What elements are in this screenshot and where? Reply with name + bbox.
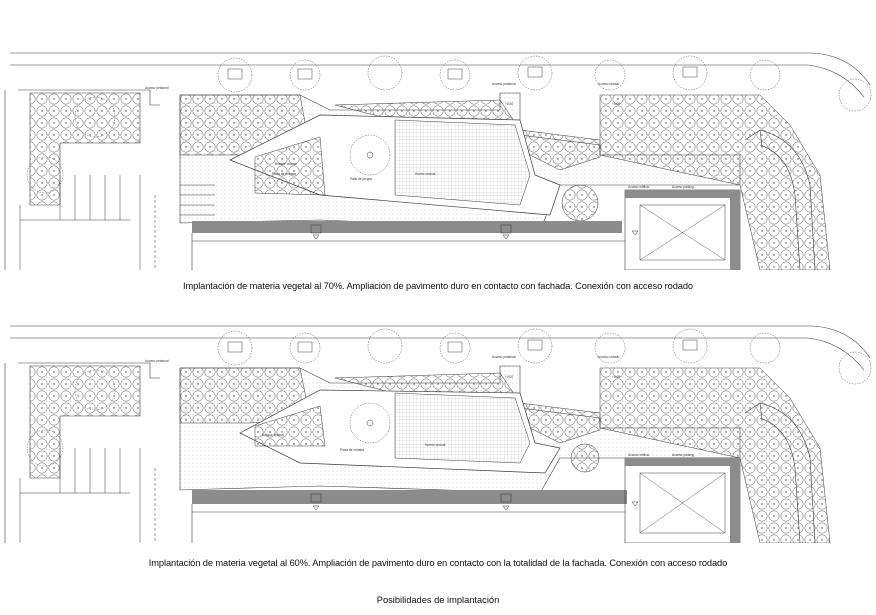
label-level-a: +0.00 bbox=[505, 375, 514, 379]
tree-mass-left bbox=[27, 93, 140, 205]
figure-title: Posibilidades de implantación bbox=[376, 595, 500, 605]
label-entry-b: Acceso parking bbox=[672, 185, 694, 189]
label-zone-b: Huerto vecinal bbox=[415, 172, 436, 176]
label-access-a: Acceso peatonal bbox=[145, 86, 169, 90]
label-zone-a: Bosque vecinal bbox=[262, 433, 284, 437]
plan-drawing-60 bbox=[0, 318, 876, 543]
label-level-b: +0.00 bbox=[612, 102, 621, 106]
tree-pits bbox=[228, 67, 697, 79]
label-entry-a: Acceso edificio bbox=[628, 453, 650, 457]
label-access-c: Acceso rodado bbox=[598, 82, 620, 86]
plan-drawing-70 bbox=[0, 45, 876, 270]
label-access-b: Acceso peatonal bbox=[492, 82, 516, 86]
label-level-b: +0.00 bbox=[612, 375, 621, 379]
label-zone-c: Plaza de entrada bbox=[340, 448, 365, 452]
label-zone-d: Plaza de entrada bbox=[272, 172, 297, 176]
caption-plan-60: Implantación de materia vegetal al 60%. Ampliación de pavimento duro en contacto con la totalidad de la fachada. Conexión con acceso rodado bbox=[148, 558, 728, 568]
site-plan-70 bbox=[0, 45, 876, 270]
label-entry-b: Acceso parking bbox=[672, 453, 694, 457]
label-access-b: Acceso peatonal bbox=[492, 355, 516, 359]
label-access-c: Acceso rodado bbox=[598, 355, 620, 359]
tree-mass-left bbox=[27, 366, 140, 478]
label-access-a: Acceso peatonal bbox=[145, 359, 169, 363]
label-entry-a: Acceso edificio bbox=[628, 185, 650, 189]
label-level-a: +0.00 bbox=[505, 102, 514, 106]
site-plan-60 bbox=[0, 318, 876, 543]
tree-pits bbox=[228, 340, 697, 352]
label-zone-c: Patio de juegos bbox=[350, 177, 372, 181]
caption-plan-70: Implantación de materia vegetal al 70%. Ampliación de pavimento duro en contacto con fachada. Conexión con acceso rodado bbox=[183, 281, 693, 291]
label-zone-a: Bosque vecinal bbox=[275, 162, 297, 166]
label-zone-b: Huerto vecinal bbox=[425, 443, 446, 447]
